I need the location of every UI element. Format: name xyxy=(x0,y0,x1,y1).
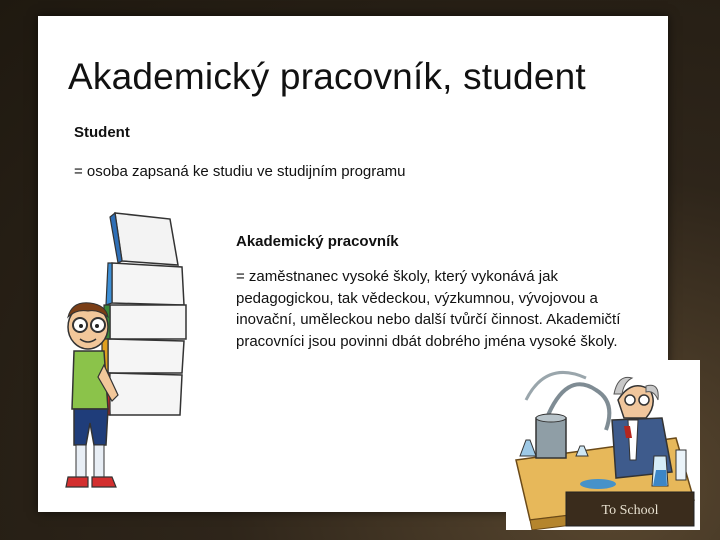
sign-text: To School xyxy=(601,503,659,518)
academic-heading: Akademický pracovník xyxy=(236,233,399,250)
book-stack-icon xyxy=(102,213,186,415)
student-illustration xyxy=(60,205,200,500)
lab-tank-icon xyxy=(536,418,566,458)
slide-title: Akademický pracovník, student xyxy=(68,56,586,97)
scientist-illustration xyxy=(506,360,700,530)
student-face-icon xyxy=(68,303,108,349)
student-heading: Student xyxy=(74,124,130,141)
student-definition: = osoba zapsaná ke studiu ve studijním programu xyxy=(74,163,406,180)
academic-definition: = zaměstnanec vysoké školy, který vykonává jak pedagogickou, tak vědeckou, výzkumnou, vývojovou a inovační, uměleckou nebo další tvůrčí činnost. Akademičtí pracovníci jsou povinni dbát dobrého jména vysoké školy. xyxy=(236,268,621,350)
